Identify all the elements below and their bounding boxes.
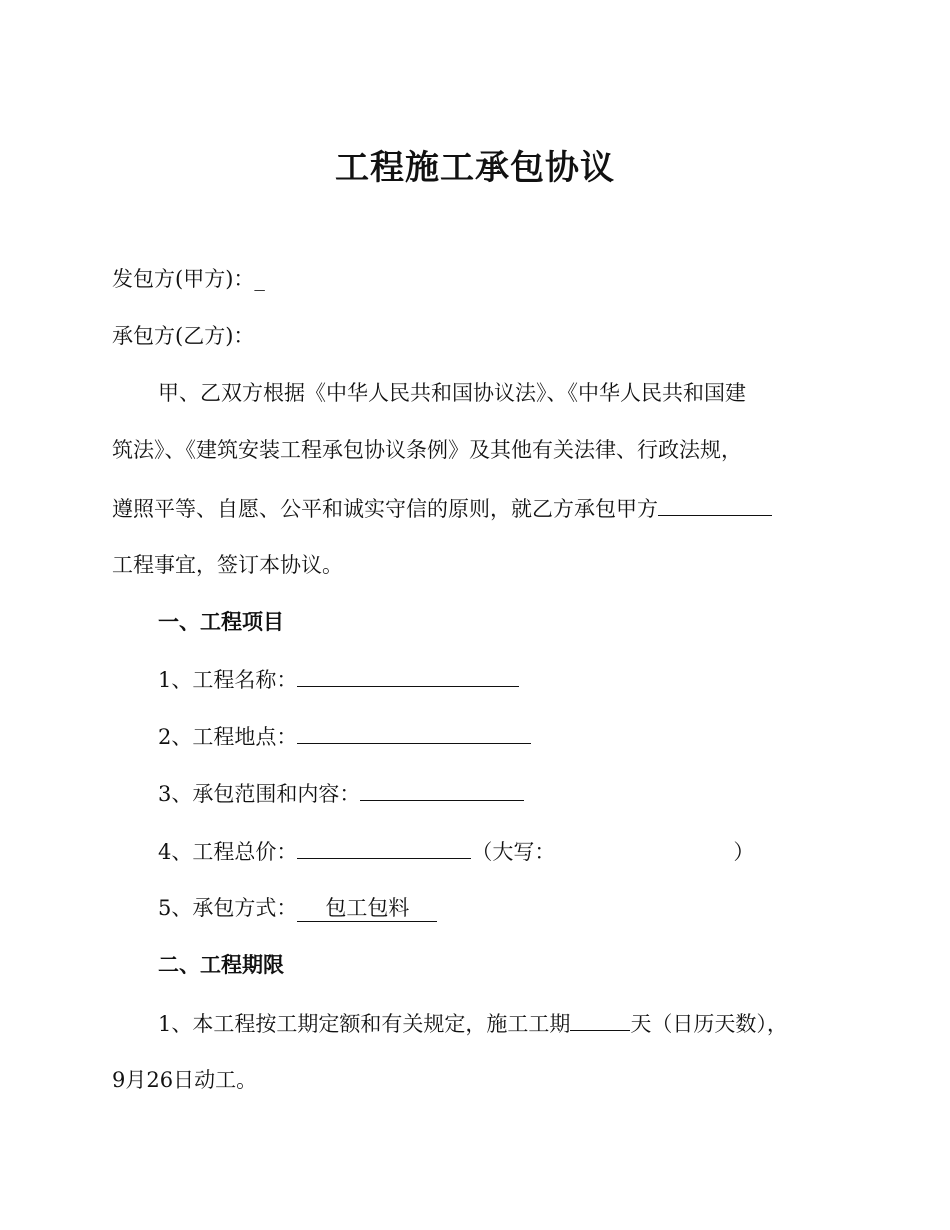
intro-paragraph-line-4 bbox=[112, 550, 343, 580]
term-1-line-2 bbox=[112, 1065, 257, 1095]
item-1-line bbox=[158, 664, 519, 695]
term-1-text-line2: 9月26日动工。 bbox=[112, 1068, 258, 1092]
party-b-line bbox=[112, 321, 254, 351]
term-1-text-b: 天（日历天数）， bbox=[630, 1012, 788, 1036]
party-a-line bbox=[112, 264, 265, 294]
item-1-label: 1、工程名称： bbox=[158, 668, 298, 692]
item-3-label: 3、承包范围和内容： bbox=[158, 782, 361, 806]
contract-method-value: 包工包料 bbox=[297, 895, 437, 922]
intro-paragraph-line-3 bbox=[112, 493, 772, 524]
document-title: 工程施工承包协议 bbox=[335, 148, 615, 188]
term-1-text-a: 1、本工程按工期定额和有关规定，施工工期 bbox=[158, 1012, 571, 1036]
item-4-line bbox=[158, 836, 754, 867]
item-5-label: 5、承包方式： bbox=[158, 896, 298, 920]
item-2-line bbox=[158, 721, 531, 752]
term-1-line bbox=[158, 1008, 788, 1039]
project-location-blank bbox=[297, 721, 531, 744]
intro-paragraph-line-1 bbox=[158, 378, 746, 408]
total-price-blank bbox=[297, 836, 471, 859]
project-name-blank bbox=[297, 664, 519, 687]
item-5-line bbox=[158, 893, 437, 923]
item-4-daxie-label: （大写： bbox=[471, 840, 556, 864]
section-1-heading: 一、工程项目 bbox=[158, 610, 284, 634]
intro-text-3: 遵照平等、自愿、公平和诚实守信的原则，就乙方承包甲方 bbox=[112, 497, 658, 521]
item-2-label: 2、工程地点： bbox=[158, 725, 298, 749]
item-4-label: 4、工程总价： bbox=[158, 840, 298, 864]
item-4-close: ） bbox=[733, 840, 755, 864]
project-blank bbox=[658, 493, 772, 516]
intro-paragraph-line-2 bbox=[112, 435, 742, 465]
intro-text-1: 甲、乙双方根据《中华人民共和国协议法》、《中华人民共和国建 bbox=[158, 381, 746, 405]
party-b-label: 承包方(乙方)： bbox=[112, 324, 255, 348]
section-2-heading: 二、工程期限 bbox=[158, 953, 284, 977]
intro-text-4: 工程事宜，签订本协议。 bbox=[112, 553, 343, 577]
scope-blank bbox=[360, 778, 524, 801]
intro-text-2: 筑法》、《建筑安装工程承包协议条例》及其他有关法律、行政法规， bbox=[112, 438, 742, 462]
duration-days-blank bbox=[570, 1008, 630, 1031]
party-a-label: 发包方(甲方)：_ bbox=[112, 267, 265, 291]
item-3-line bbox=[158, 778, 524, 809]
